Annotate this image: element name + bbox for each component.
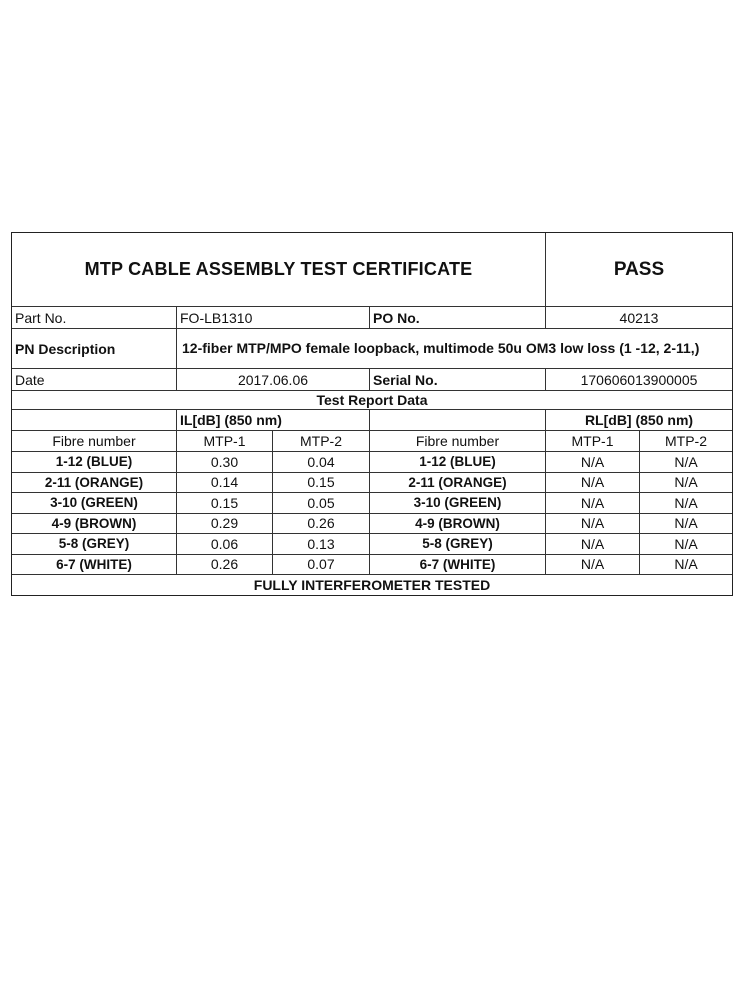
rl-mtp2-cell: N/A — [674, 535, 698, 552]
il-mtp2-cell: 0.26 — [273, 514, 370, 534]
date-row — [12, 369, 732, 391]
il-header: IL[dB] (850 nm) — [177, 410, 370, 430]
certificate-title: MTP CABLE ASSEMBLY TEST CERTIFICATE — [12, 233, 546, 306]
measurement-header-row — [12, 410, 732, 431]
fibre-cell: 2-11 (ORANGE) — [12, 473, 177, 493]
rl-mtp2-header: MTP-2 — [665, 433, 707, 449]
empty-header-cell — [12, 410, 177, 430]
fibre-cell: 1-12 (BLUE) — [12, 452, 177, 472]
rl-fibre-number-header: Fibre number — [370, 431, 546, 451]
part-no-label: Part No. — [12, 307, 177, 328]
il-mtp1-cell: 0.14 — [177, 473, 273, 493]
section-title-row — [12, 391, 732, 410]
il-mtp1-cell: 0.06 — [177, 534, 273, 554]
rl-fibre-cell: 3-10 (GREEN) — [370, 493, 546, 513]
il-mtp2-cell: 0.07 — [273, 555, 370, 575]
table-row — [12, 555, 732, 576]
test-certificate — [11, 232, 733, 596]
result-badge: PASS — [613, 258, 665, 280]
pn-description-row — [12, 329, 732, 369]
date-label: Date — [12, 369, 177, 390]
rl-mtp1-cell: N/A — [546, 473, 640, 493]
fibre-number-header: Fibre number — [12, 431, 177, 451]
rl-mtp1-header: MTP-1 — [546, 431, 640, 451]
part-no-row — [12, 307, 732, 329]
rl-mtp2-cell: N/A — [674, 453, 698, 470]
rl-header: RL[dB] (850 nm) — [584, 412, 694, 428]
column-header-row — [12, 431, 732, 452]
rl-mtp1-cell: N/A — [546, 452, 640, 472]
il-mtp2-header: MTP-2 — [273, 431, 370, 451]
title-row — [12, 233, 732, 307]
il-mtp1-cell: 0.29 — [177, 514, 273, 534]
il-mtp2-cell: 0.05 — [273, 493, 370, 513]
pn-description-value: 12-fiber MTP/MPO female loopback, multimode 50u OM3 low loss (1 -12, 2-11,) — [182, 340, 700, 356]
po-no-label: PO No. — [370, 307, 546, 328]
rl-mtp1-cell: N/A — [546, 555, 640, 575]
part-no-value: FO-LB1310 — [177, 307, 370, 328]
il-mtp1-cell: 0.26 — [177, 555, 273, 575]
table-row — [12, 514, 732, 535]
footer-row — [12, 575, 732, 595]
fibre-cell: 5-8 (GREY) — [12, 534, 177, 554]
table-row — [12, 493, 732, 514]
il-mtp2-cell: 0.13 — [273, 534, 370, 554]
empty-header-cell — [370, 410, 546, 430]
rl-fibre-cell: 1-12 (BLUE) — [370, 452, 546, 472]
rl-mtp1-cell: N/A — [546, 514, 640, 534]
fibre-cell: 6-7 (WHITE) — [12, 555, 177, 575]
il-mtp1-cell: 0.30 — [177, 452, 273, 472]
il-mtp1-header: MTP-1 — [177, 431, 273, 451]
footer-note: FULLY INTERFEROMETER TESTED — [253, 577, 491, 593]
rl-mtp1-cell: N/A — [546, 534, 640, 554]
il-mtp2-cell: 0.15 — [273, 473, 370, 493]
fibre-cell: 4-9 (BROWN) — [12, 514, 177, 534]
fibre-cell: 3-10 (GREEN) — [12, 493, 177, 513]
serial-no-value: 170606013900005 — [580, 371, 698, 388]
rl-mtp1-cell: N/A — [546, 493, 640, 513]
section-title: Test Report Data — [316, 392, 428, 408]
table-row — [12, 473, 732, 494]
rl-fibre-cell: 5-8 (GREY) — [370, 534, 546, 554]
rl-mtp2-cell: N/A — [674, 494, 698, 511]
date-value: 2017.06.06 — [177, 369, 370, 390]
pn-description-label: PN Description — [12, 329, 177, 368]
rl-fibre-cell: 4-9 (BROWN) — [370, 514, 546, 534]
rl-mtp2-cell: N/A — [674, 474, 698, 491]
rl-mtp2-cell: N/A — [674, 515, 698, 532]
serial-no-label: Serial No. — [370, 369, 546, 390]
table-row — [12, 452, 732, 473]
il-mtp2-cell: 0.04 — [273, 452, 370, 472]
rl-mtp2-cell: N/A — [674, 556, 698, 573]
il-mtp1-cell: 0.15 — [177, 493, 273, 513]
po-no-value: 40213 — [619, 309, 659, 326]
table-row — [12, 534, 732, 555]
rl-fibre-cell: 2-11 (ORANGE) — [370, 473, 546, 493]
rl-fibre-cell: 6-7 (WHITE) — [370, 555, 546, 575]
